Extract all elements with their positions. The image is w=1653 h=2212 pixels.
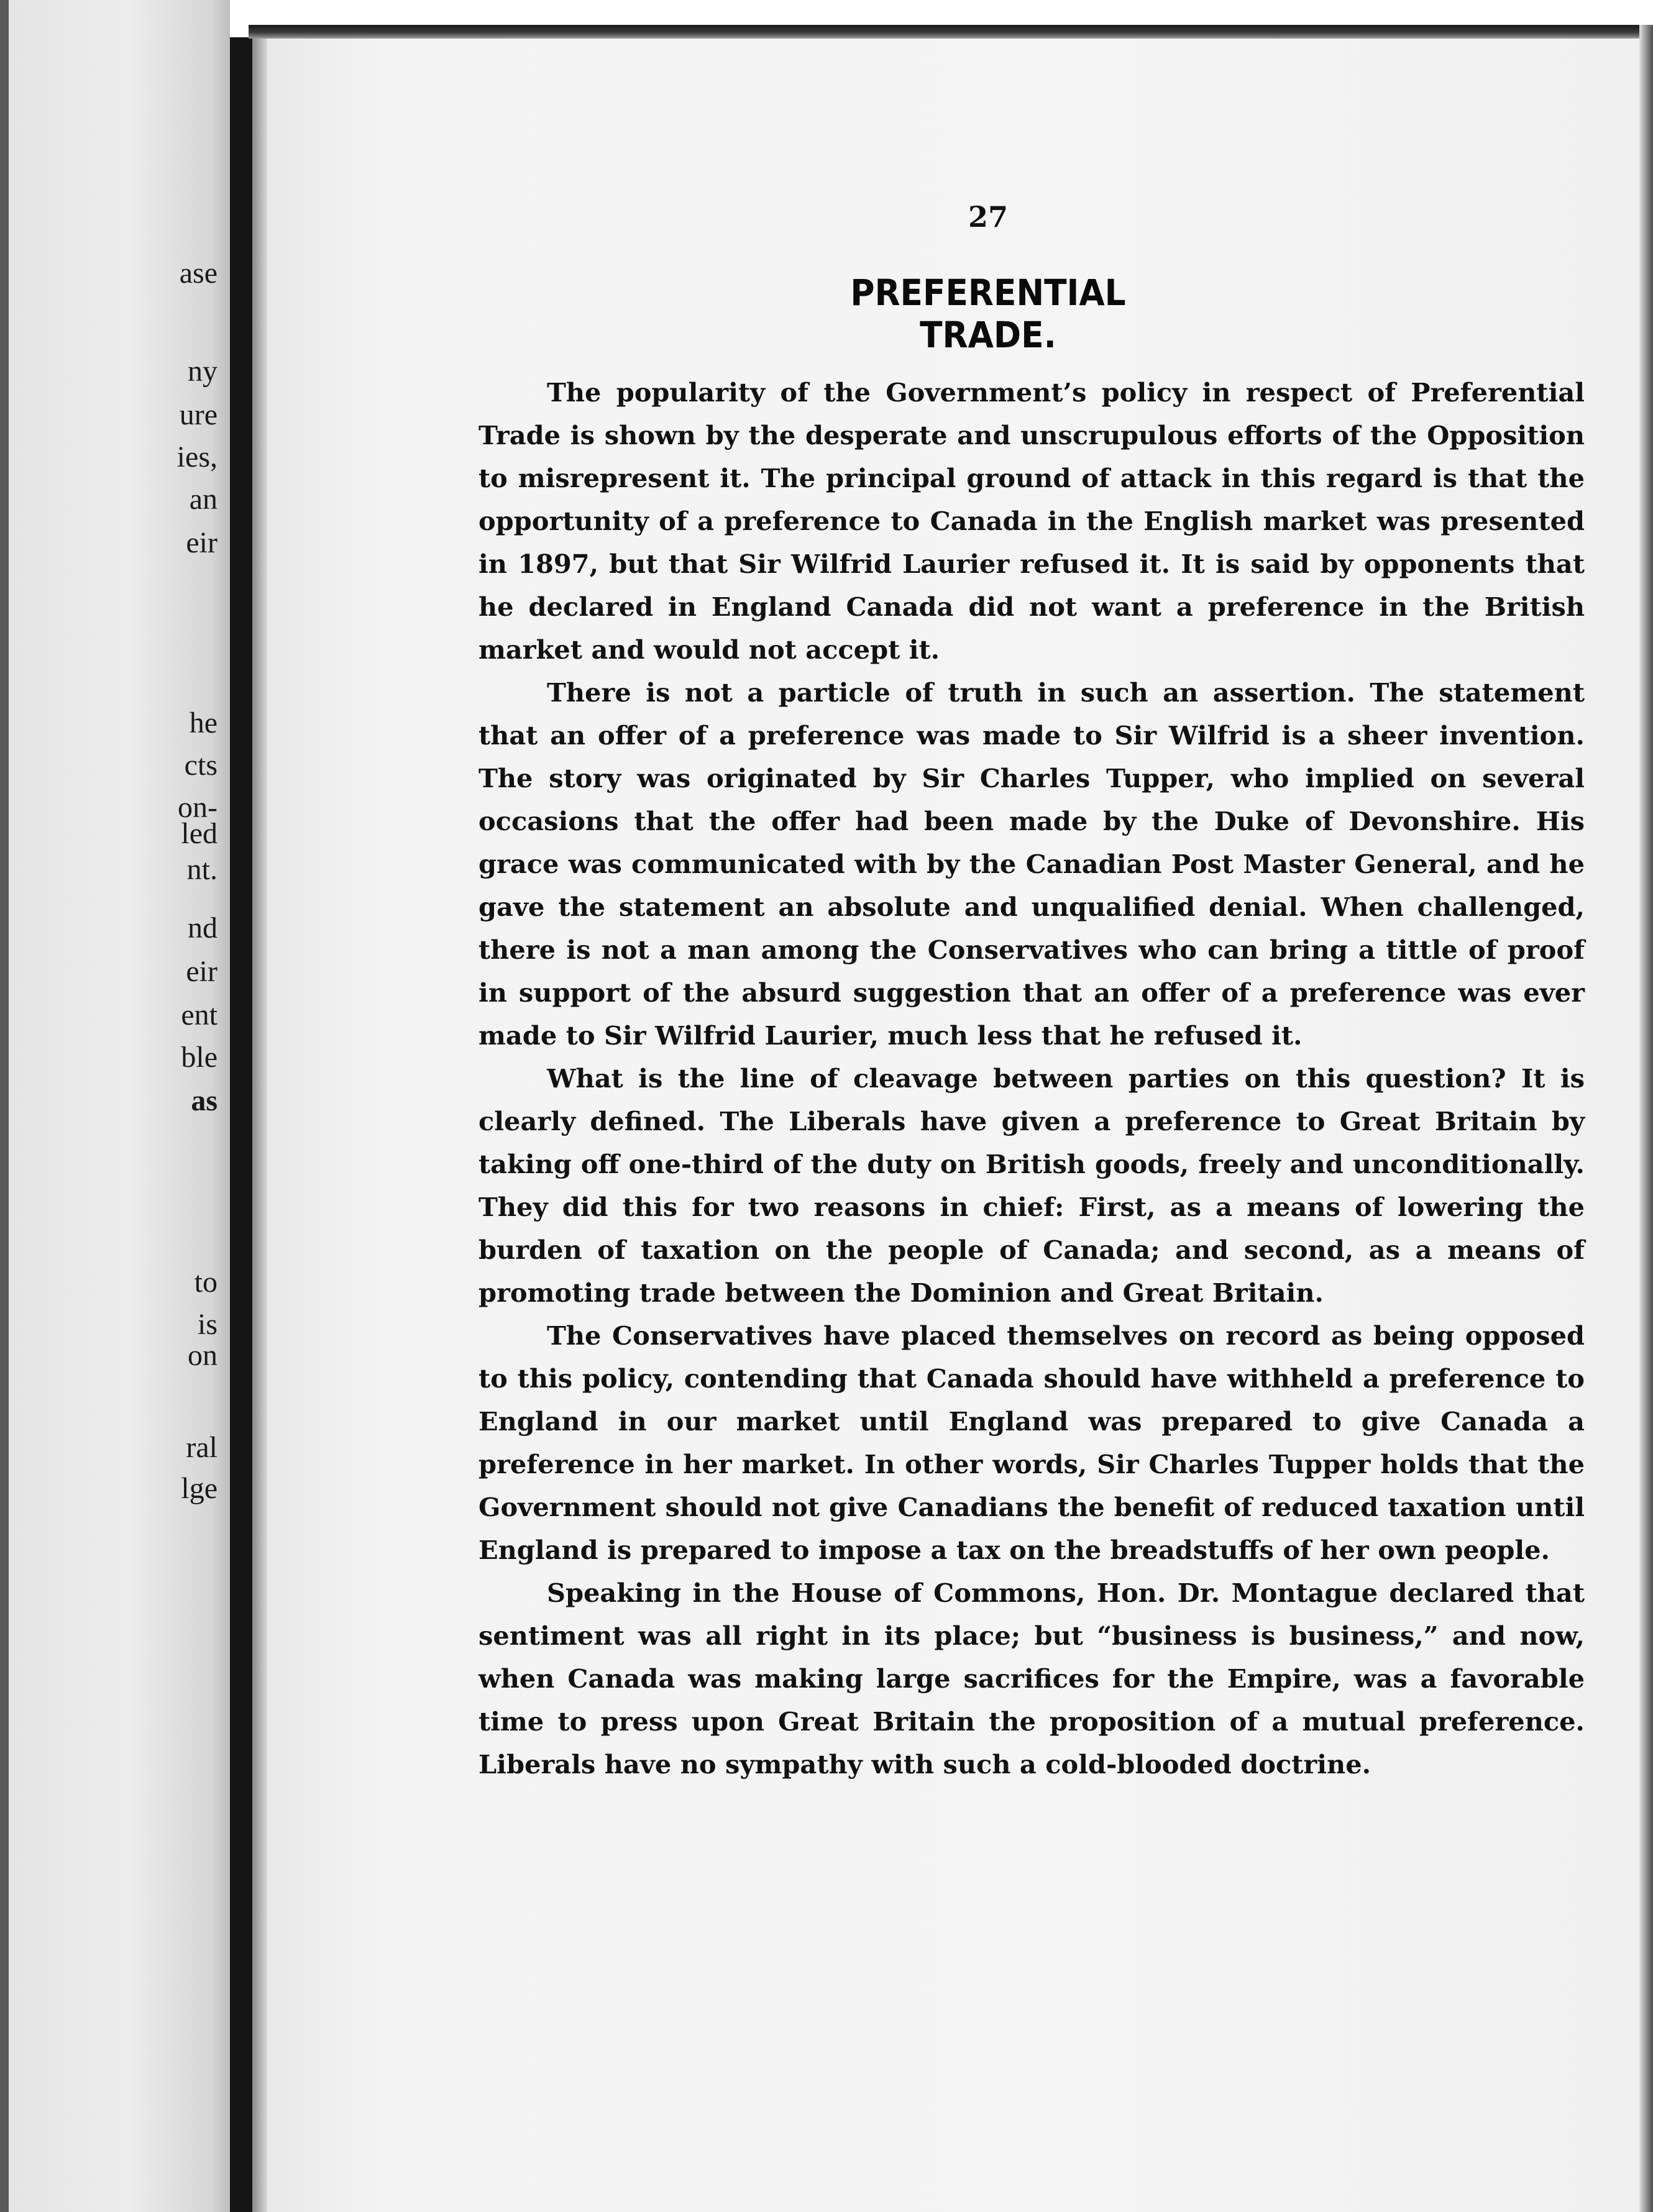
binding-gutter [230,37,252,2212]
left-fragment-line: cts [184,749,218,782]
left-fragment-line: nd [188,912,218,944]
paragraph: What is the line of cleavage between parties on this question? It is clearly defined. The Liberals have given a preference to Great Britain by taking off one-third of the duty on British goods, freely and unconditionally. They did this for two reasons in chief: First, as a means of lowering the burden of taxation on the people of Canada; and second, as a means of promoting trade between the Dominion and Great Britain. [478,1063,1585,1308]
previous-page-fragment [0,0,230,2212]
page-title: PREFERENTIAL TRADE. [850,272,1126,356]
left-fragment-line: ent [181,999,218,1031]
left-fragment-line: to [194,1266,218,1299]
document-page [267,39,1639,2212]
page-number: 27 [968,200,1008,234]
left-fragment-line: as [191,1084,218,1117]
paragraph: There is not a particle of truth in such an assertion. The statement that an offer of a preference was made to Sir Wilfrid is a sheer invention. The story was originated by Sir Charles Tupper, who implied on several occasions that the offer had been made by the Duke of Devonshire. His grace was communicated with by the Canadian Post Master General, and he gave the statement an absolute and unqualified denial. When challenged, there is not a man among the Conservatives who can bring a tittle of proof in support of the absurd suggestion that an offer of a preference was ever made to Sir Wilfrid Laurier, much less that he refused it. [478,677,1585,1051]
left-fragment-line: on [188,1339,218,1372]
left-fragment-line: ral [186,1431,218,1464]
left-fragment-line: ase [179,257,218,290]
left-fragment-line: ble [181,1041,218,1074]
left-fragment-line: nt. [186,853,218,886]
left-fragment-line: an [189,483,218,516]
paragraph: The popularity of the Government’s policy in respect of Preferential Trade is shown by the desperate and unscrupulous efforts of the Opposition to misrepresent it. The principal ground of attack in this regard is that the opportunity of a preference to Canada in the English market was presented in 1897, but that Sir Wilfrid Laurier refused it. It is said by opponents that he declared in England Canada did not want a preference in the British market and would not accept it. [478,377,1585,665]
left-fragment-line: eir [186,955,218,988]
left-fragment-line: is [197,1308,218,1341]
left-fragment-line: he [189,706,218,739]
left-fragment-line: lge [181,1472,218,1505]
left-fragment-line: ies, [176,441,218,473]
right-page-edge [1639,25,1653,2212]
paragraph: Speaking in the House of Commons, Hon. Dr. Montague declared that sentiment was all right in its place; but “business is business,” and now, when Canada was making large sacrifices for the Empire, was a favorable time to press upon Great Britain the proposition of a mutual preference. Liberals have no sympathy with such a cold-blooded doctrine. [478,1578,1585,1780]
left-fragment-line: ny [188,355,218,388]
page-edge-shadow [0,0,9,2212]
left-fragment-line: led [181,817,218,850]
left-fragment-line: ure [179,398,218,431]
top-page-edge [249,25,1653,39]
left-fragment-line: on- [178,791,218,824]
paragraph: The Conservatives have placed themselves on record as being opposed to this policy, contending that Canada should have withheld a preference to England in our market until England was prepared to give Canada a preference in her market. In other words, Sir Charles Tupper holds that the Government should not give Canadians the benefit of reduced taxation until England is prepared to impose a tax on the breadstuffs of her own people. [478,1320,1585,1565]
left-fragment-line: eir [186,526,218,559]
binding-shadow [252,37,267,2212]
body-text [478,371,1585,1786]
